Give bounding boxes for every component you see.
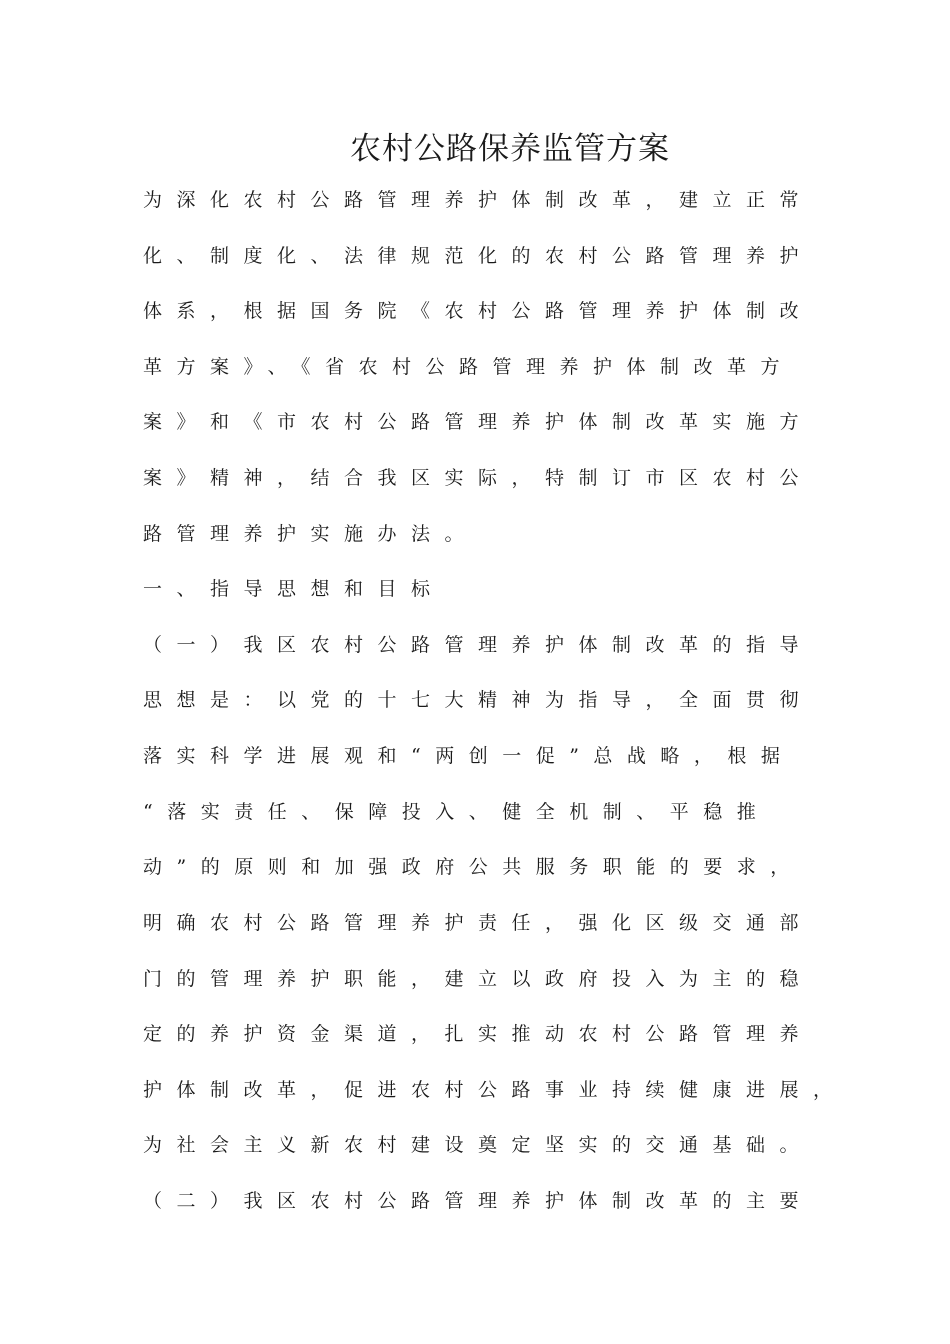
body-line: 路管理养护实施办法。 xyxy=(143,523,479,545)
body-line: 体系，根据国务院《农村公路管理养护体制改 xyxy=(143,300,814,322)
body-line: 动”的原则和加强政府公共服务职能的要求， xyxy=(143,856,804,878)
body-line: 明确农村公路管理养护责任，强化区级交通部 xyxy=(143,912,814,934)
body-line: （一）我区农村公路管理养护体制改革的指导 xyxy=(143,634,814,656)
body-line: 定的养护资金渠道，扎实推动农村公路管理养 xyxy=(143,1023,814,1045)
body-line: 案》精神，结合我区实际，特制订市区农村公 xyxy=(143,467,814,489)
body-line: “落实责任、保障投入、健全机制、平稳推 xyxy=(143,801,771,823)
body-line: 门的管理养护职能，建立以政府投入为主的稳 xyxy=(143,968,814,990)
document-title: 农村公路保养监管方案 xyxy=(350,131,670,167)
body-line: 落实科学进展观和“两创一促”总战略，根据 xyxy=(143,745,795,767)
body-line: 革方案》、《省农村公路管理养护体制改革方 xyxy=(143,356,795,378)
body-line: 思想是：以党的十七大精神为指导，全面贯彻 xyxy=(143,689,814,711)
body-line: 为深化农村公路管理养护体制改革，建立正常 xyxy=(143,189,814,211)
body-line: 案》和《市农村公路管理养护体制改革实施方 xyxy=(143,411,814,433)
body-line: （二）我区农村公路管理养护体制改革的主要 xyxy=(143,1190,814,1212)
section-heading: 一、指导思想和目标 xyxy=(143,578,445,600)
body-line: 为社会主义新农村建设奠定坚实的交通基础。 xyxy=(143,1134,814,1156)
body-line: 护体制改革，促进农村公路事业持续健康进展， xyxy=(143,1079,847,1101)
body-line: 化、制度化、法律规范化的农村公路管理养护 xyxy=(143,245,814,267)
